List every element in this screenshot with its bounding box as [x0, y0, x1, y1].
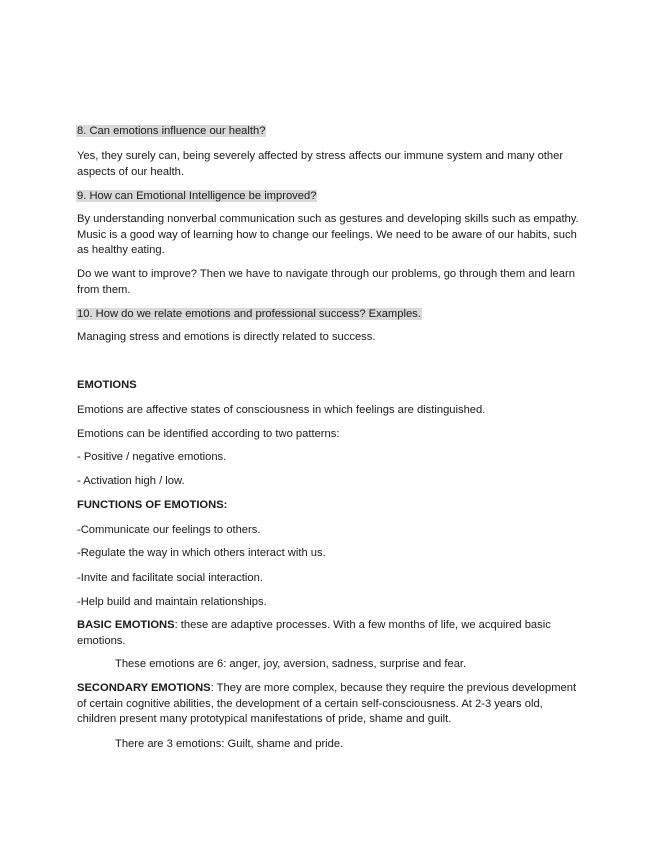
secondary-emotions-list: There are 3 emotions: Guilt, shame and pride. [115, 738, 344, 750]
answer-9-paragraph-2: Do we want to improve? Then we have to navigate through our problems, go through them and learn from them. [77, 268, 575, 296]
answer-8: Yes, they surely can, being severely affected by stress affects our immune system and many other aspects of our health. [77, 150, 564, 178]
question-8 [77, 124, 582, 140]
question-9-highlight: 9. How can Emotional Intelligence be improved? [77, 190, 317, 202]
basic-emotions-paragraph [77, 618, 582, 649]
secondary-emotions-label: SECONDARY EMOTIONS [77, 682, 211, 694]
question-10-highlight: 10. How do we relate emotions and professional success? Examples. [77, 308, 421, 320]
functions-item-2: -Regulate the way in which others interact with us. [77, 547, 326, 559]
question-9 [77, 189, 582, 205]
emotions-pattern-1: - Positive / negative emotions. [77, 451, 227, 463]
answer-9-paragraph-1: By understanding nonverbal communication such as gestures and developing skills such as empathy. Music is a good way of learning how to change our feelings. We need to be aware of our habits, such as healthy eating. [77, 213, 579, 257]
functions-item-4: -Help build and maintain relationships. [77, 596, 267, 608]
emotions-pattern-2: - Activation high / low. [77, 475, 185, 487]
emotions-patterns-intro: Emotions can be identified according to two patterns: [77, 428, 340, 440]
basic-emotions-text: : these are adaptive processes. With a few months of life, we acquired basic emotions. [77, 619, 551, 647]
emotions-heading: EMOTIONS [77, 379, 137, 391]
basic-emotions-list: These emotions are 6: anger, joy, aversion, sadness, surprise and fear. [115, 658, 467, 670]
functions-item-3: -Invite and facilitate social interaction. [77, 572, 263, 584]
functions-item-1: -Communicate our feelings to others. [77, 524, 261, 536]
emotions-definition: Emotions are affective states of consciousness in which feelings are distinguished. [77, 404, 486, 416]
question-10 [77, 307, 582, 323]
secondary-emotions-text: : They are more complex, because they require the previous development of certain cognitive abilities, the development of a certain self-consciousness. At 2-3 years old, children present many prototypical manifestations of pride, shame and guilt. [77, 682, 577, 726]
basic-emotions-label: BASIC EMOTIONS [77, 619, 175, 631]
answer-10: Managing stress and emotions is directly related to success. [77, 331, 376, 343]
question-8-highlight: 8. Can emotions influence our health? [77, 125, 266, 137]
secondary-emotions-paragraph [77, 681, 582, 728]
functions-heading: FUNCTIONS OF EMOTIONS: [77, 499, 228, 511]
